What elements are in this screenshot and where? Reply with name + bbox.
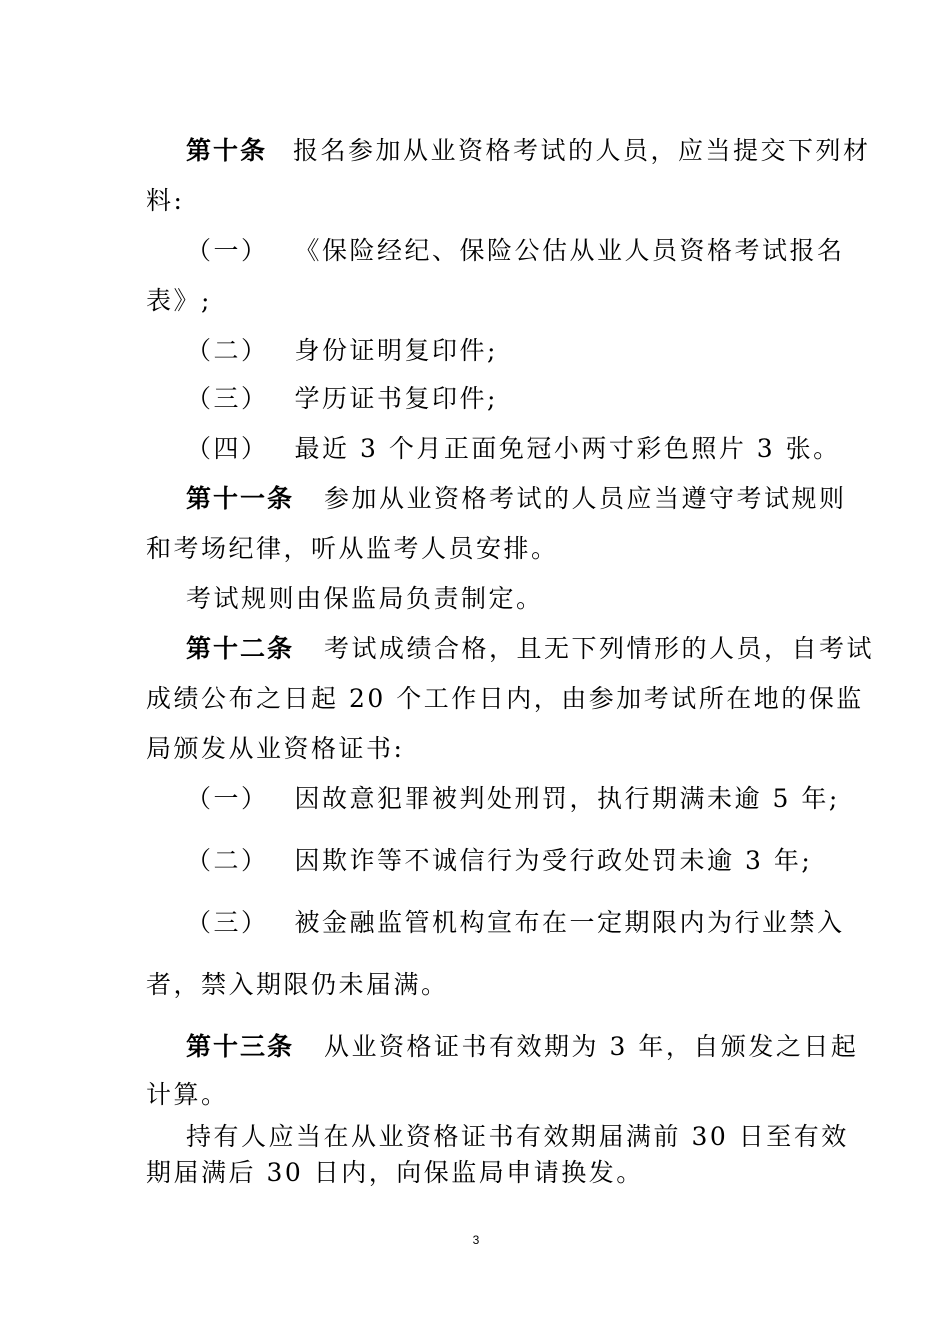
article-10-item-2 <box>186 336 498 366</box>
item-text: 《保险经纪、保险公估从业人员资格考试报名 <box>294 236 845 265</box>
article-10-item-3 <box>186 384 498 414</box>
item-text: 身份证明复印件; <box>294 336 498 365</box>
article-10-label: 第十条 <box>186 136 268 165</box>
article-13-paragraph-2-line-1: 持有人应当在从业资格证书有效期届满前 30 日至有效 <box>186 1122 849 1151</box>
article-10-item-4 <box>186 434 841 464</box>
article-10-item-1 <box>186 236 845 266</box>
article-12-line-1 <box>186 634 874 664</box>
item-number: （三） <box>186 908 269 937</box>
item-text: 学历证书复印件; <box>294 384 498 413</box>
item-number: （一） <box>186 236 269 265</box>
article-13-line-1 <box>186 1032 858 1062</box>
article-13-paragraph-2-line-2: 期届满后 30 日内，向保监局申请换发。 <box>146 1158 644 1187</box>
article-11-text: 参加从业资格考试的人员应当遵守考试规则 <box>324 484 847 513</box>
article-12-item-3-cont: 者，禁入期限仍未届满。 <box>146 970 449 999</box>
item-number: （四） <box>186 434 269 463</box>
item-number: （一） <box>186 784 269 813</box>
item-text: 因故意犯罪被判处刑罚，执行期满未逾 5 年; <box>294 784 840 813</box>
article-11-line-1 <box>186 484 847 514</box>
item-number: （三） <box>186 384 269 413</box>
article-12-text: 考试成绩合格，且无下列情形的人员，自考试 <box>324 634 875 663</box>
article-11-line-2: 和考场纪律，听从监考人员安排。 <box>146 534 559 563</box>
item-text: 被金融监管机构宣布在一定期限内为行业禁入 <box>294 908 845 937</box>
article-12-item-2 <box>186 846 812 876</box>
page-number: 3 <box>472 1233 480 1247</box>
article-12-item-3 <box>186 908 845 938</box>
article-10-text: 报名参加从业资格考试的人员，应当提交下列材 <box>293 136 871 165</box>
article-13-label: 第十三条 <box>186 1032 295 1061</box>
article-11-paragraph-2: 考试规则由保监局负责制定。 <box>186 584 544 613</box>
article-10-item-1-cont: 表》; <box>146 286 212 315</box>
article-13-line-2: 计算。 <box>146 1080 229 1109</box>
item-number: （二） <box>186 336 269 365</box>
article-12-line-2: 成绩公布之日起 20 个工作日内，由参加考试所在地的保监 <box>146 684 864 713</box>
article-13-text: 从业资格证书有效期为 3 年，自颁发之日起 <box>324 1032 859 1061</box>
article-12-label: 第十二条 <box>186 634 295 663</box>
article-10-line-1 <box>186 136 871 166</box>
article-12-item-1 <box>186 784 840 814</box>
item-number: （二） <box>186 846 269 875</box>
article-12-line-3: 局颁发从业资格证书: <box>146 734 405 763</box>
item-text: 因欺诈等不诚信行为受行政处罚未逾 3 年; <box>294 846 813 875</box>
article-11-label: 第十一条 <box>186 484 295 513</box>
item-text: 最近 3 个月正面免冠小两寸彩色照片 3 张。 <box>294 434 841 463</box>
article-10-line-2: 料: <box>146 186 185 215</box>
